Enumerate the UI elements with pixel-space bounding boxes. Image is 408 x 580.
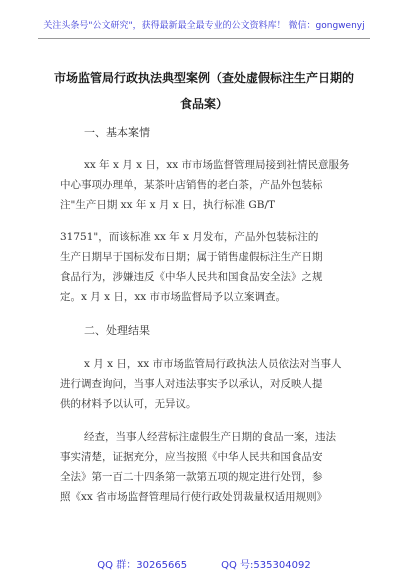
- paragraph-line: 生产日期早于国标发布日期；属于销售虚假标注生产日期: [60, 251, 323, 263]
- paragraph-line: 供的材料予以认可，无异议。: [60, 398, 197, 410]
- footer-qq-group[interactable]: QQ 群：30265665: [97, 560, 188, 571]
- section-heading-basic-facts: 一、基本案情: [84, 126, 150, 139]
- paragraph-line: x 月 x 日，xx 市市场监管局行政执法人员依法对当事人: [84, 358, 342, 370]
- paragraph-line: 照《xx 省市场监督管理局行使行政处罚裁量权适用规则》: [60, 491, 328, 503]
- footer-contact: [0, 556, 408, 571]
- document-title-line-2: 食品案）: [179, 97, 228, 111]
- header-banner: 关注头条号"公文研究"，获得最新最全最专业的公文资料库！ 微信：gongwenyj: [43, 21, 365, 31]
- document-title-line-1: 市场监管局行政执法典型案例（查处虚假标注生产日期的: [53, 71, 354, 85]
- header-divider: [38, 38, 370, 39]
- paragraph-line: 食品行为，涉嫌违反《中华人民共和国食品安全法》之规: [60, 271, 323, 283]
- section-heading-results: 二、处理结果: [84, 324, 150, 337]
- paragraph-line: 事实清楚，证据充分，应当按照《中华人民共和国食品安: [60, 451, 323, 463]
- paragraph-line: 注"生产日期 xx 年 x 月 x 日，执行标准 GB/T: [60, 199, 276, 211]
- paragraph-line: 进行调查询问，当事人对违法事实予以承认，对反映人提: [60, 378, 323, 390]
- paragraph-line: 31751"，而该标准 xx 年 x 月发布，产品外包装标注的: [60, 231, 319, 243]
- paragraph-line: 中心事项办理单，某茶叶店销售的老白茶，产品外包装标: [60, 179, 323, 191]
- paragraph-line: 经查，当事人经营标注虚假生产日期的食品一案，违法: [84, 431, 336, 443]
- paragraph-line: 定。x 月 x 日，xx 市市场监督局予以立案调查。: [60, 291, 287, 303]
- footer-qq-number[interactable]: QQ 号:535304092: [221, 560, 311, 571]
- paragraph-line: xx 年 x 月 x 日，xx 市市场监督管理局接到社情民意服务: [84, 159, 350, 171]
- paragraph-line: 全法》第一百二十四条第一款第五项的规定进行处罚，参: [60, 471, 323, 483]
